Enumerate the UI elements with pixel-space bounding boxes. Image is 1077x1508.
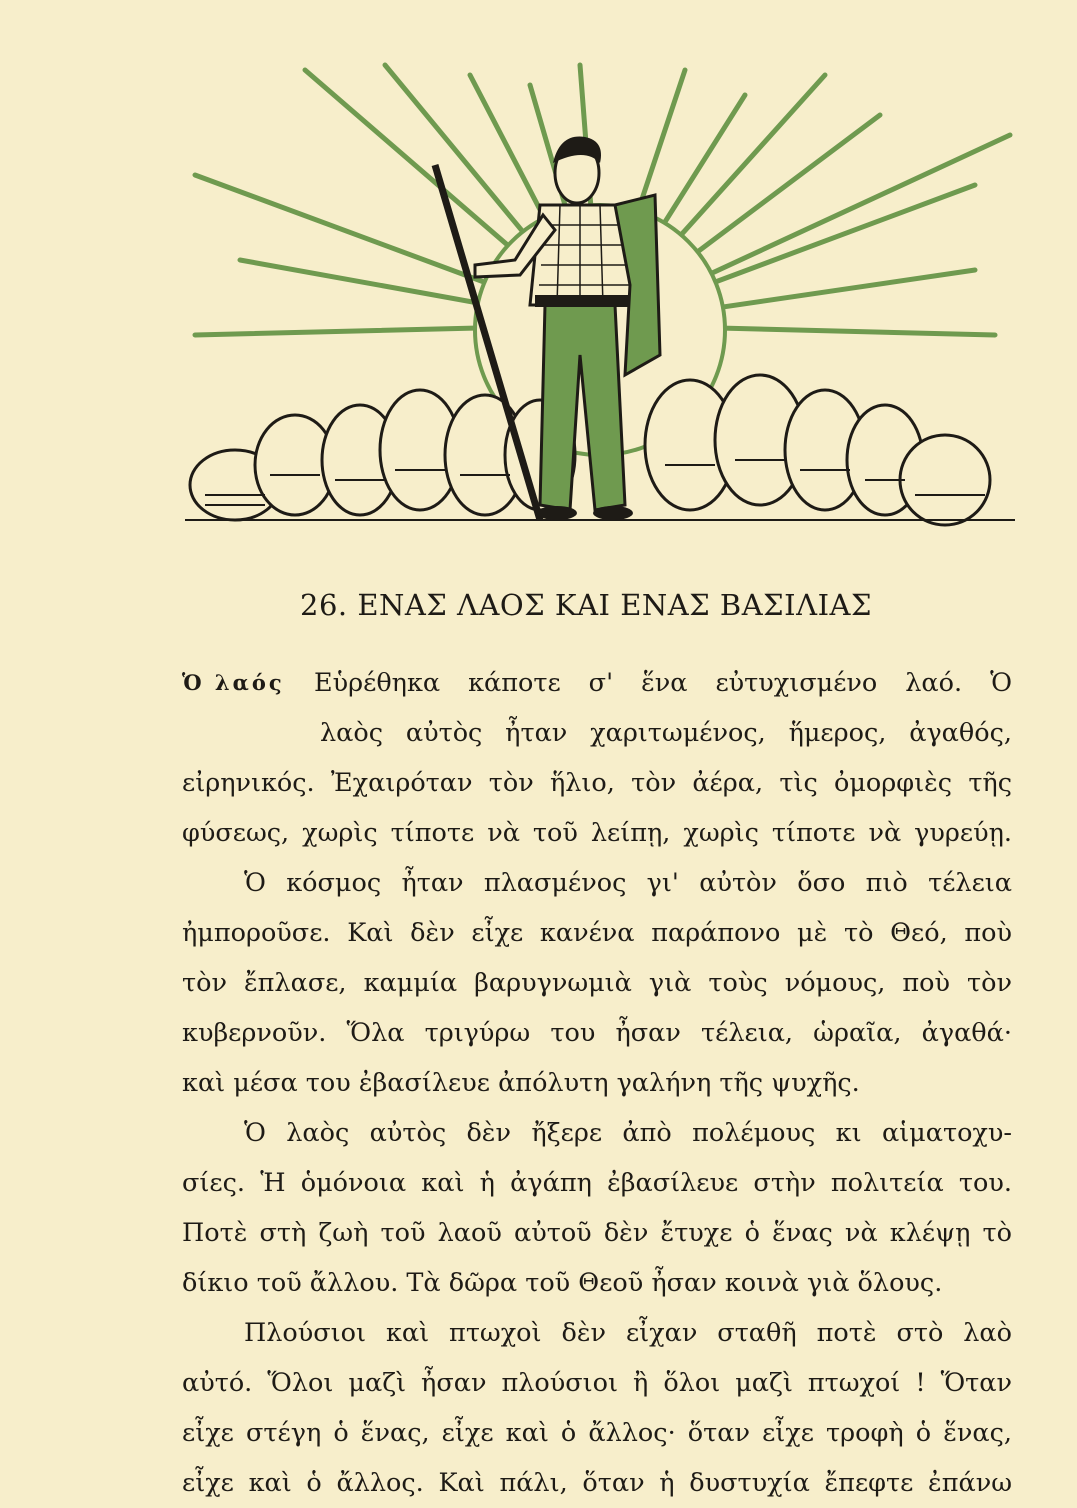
text-line: Ὁ λαὸς αὐτὸς δὲν ἤξερε ἀπὸ πολέμους κι αἱματοχυ- <box>244 1118 1012 1148</box>
text-line: εἶχε καὶ ὁ ἄλλος. Καὶ πάλι, ὅταν ἡ δυστυχία ἔπεφτε ἐπάνω <box>182 1468 1012 1498</box>
text-line: λαὸς αὐτὸς ἦταν χαριτωμένος, ἥμερος, ἀγαθός, <box>320 718 1012 748</box>
text-line: κυβερνοῦν. Ὅλα τριγύρω του ἦσαν τέλεια, ὡραῖα, ἀγαθά· <box>182 1018 1012 1048</box>
text-line: Ποτὲ στὴ ζωὴ τοῦ λαοῦ αὐτοῦ δὲν ἔτυχε ὁ ἕνας νὰ κλέψῃ τὸ <box>182 1218 1012 1248</box>
text-line: σίες. Ἡ ὁμόνοια καὶ ἡ ἀγάπη ἐβασίλευε στὴν πολιτεία του. <box>182 1168 1012 1198</box>
text-line: ἠμποροῦσε. Καὶ δὲν εἶχε κανένα παράπονο μὲ τὸ Θεό, ποὺ <box>182 918 1012 948</box>
text-line-content: Εὑρέθηκα κάποτε σ' ἕνα εὐτυχισμένο λαό. Ὁ <box>314 668 1012 698</box>
text-line: εἶχε στέγη ὁ ἕνας, εἶχε καὶ ὁ ἄλλος· ὅταν εἶχε τροφὴ ὁ ἕνας, <box>182 1418 1012 1448</box>
text-line: δίκιο τοῦ ἄλλου. Τὰ δῶρα τοῦ Θεοῦ ἦσαν κοινὰ γιὰ ὅλους. <box>182 1268 943 1298</box>
text-line: εἰρηνικός. Ἐχαιρόταν τὸν ἥλιο, τὸν ἀέρα, τὶς ὀμορφιὲς τῆς <box>182 768 1012 798</box>
shepherd-with-flock-image <box>185 55 1015 535</box>
text-line: Ὁ κόσμος ἦταν πλασμένος γι' αὐτὸν ὅσο πιὸ τέλεια <box>244 868 1012 898</box>
text-line: τὸν ἔπλασε, καμμία βαρυγνωμιὰ γιὰ τοὺς νόμους, ποὺ τὸν <box>182 968 1012 998</box>
text-line: Πλούσιοι καὶ πτωχοὶ δὲν εἶχαν σταθῆ ποτὲ στὸ λαὸ <box>244 1318 1012 1348</box>
chapter-body <box>182 658 1012 1508</box>
shepherd-illustration <box>185 55 1015 535</box>
text-line: φύσεως, χωρὶς τίποτε νὰ τοῦ λείπῃ, χωρὶς τίποτε νὰ γυρεύῃ. <box>182 818 1012 848</box>
text-line: αὐτό. Ὅλοι μαζὶ ἦσαν πλούσιοι ἢ ὅλοι μαζὶ πτωχοί ! Ὅταν <box>182 1368 1012 1398</box>
margin-note: Ὁ λαός <box>182 670 285 695</box>
text-line <box>182 658 1012 708</box>
chapter-title: 26. ΕΝΑΣ ΛΑΟΣ ΚΑΙ ΕΝΑΣ ΒΑΣΙΛΙΑΣ <box>300 588 872 622</box>
text-line: καὶ μέσα του ἐβασίλευε ἀπόλυτη γαλήνη τῆς ψυχῆς. <box>182 1068 860 1098</box>
